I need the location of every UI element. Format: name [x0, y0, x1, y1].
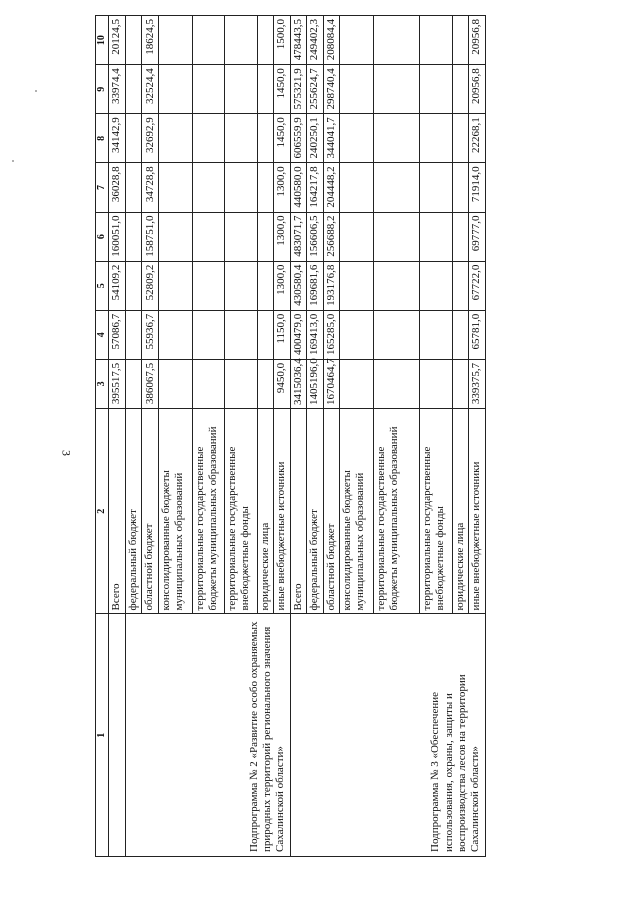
- value-cell: [453, 163, 469, 212]
- funding-source-cell: консолидированные бюджеты муниципальных образований: [340, 408, 374, 613]
- header-cell: 3: [96, 359, 109, 408]
- value-cell: [258, 65, 274, 114]
- value-cell: [125, 261, 141, 310]
- value-cell: [420, 212, 453, 261]
- value-cell: [125, 310, 141, 359]
- value-cell: 575321,9: [290, 65, 306, 114]
- value-cell: 160051,0: [109, 212, 125, 261]
- value-cell: 156606,5: [307, 212, 323, 261]
- value-cell: 20124,5: [109, 16, 125, 65]
- value-cell: [420, 359, 453, 408]
- value-cell: [420, 114, 453, 163]
- value-cell: [193, 310, 225, 359]
- funding-source-cell: территориальные государственные бюджеты муниципальных образований: [374, 408, 420, 613]
- value-cell: [374, 261, 420, 310]
- value-cell: [159, 310, 193, 359]
- value-cell: [225, 65, 258, 114]
- scan-speck: [12, 160, 14, 162]
- scan-speck: [35, 90, 37, 92]
- value-cell: [125, 163, 141, 212]
- funding-source-cell: федеральный бюджет: [307, 408, 323, 613]
- value-cell: [125, 359, 141, 408]
- table-row: [109, 16, 125, 857]
- funding-source-cell: иные внебюджетные источники: [469, 408, 485, 613]
- value-cell: [453, 261, 469, 310]
- header-cell: 10: [96, 16, 109, 65]
- value-cell: [420, 65, 453, 114]
- funding-source-cell: юридические лица: [453, 408, 469, 613]
- value-cell: 249402,3: [307, 16, 323, 65]
- value-cell: 440580,0: [290, 163, 306, 212]
- funding-source-cell: федеральный бюджет: [125, 408, 141, 613]
- value-cell: 71914,0: [469, 163, 485, 212]
- header-cell: 6: [96, 212, 109, 261]
- value-cell: [374, 359, 420, 408]
- header-cell: 9: [96, 65, 109, 114]
- value-cell: 165285,0: [323, 310, 339, 359]
- value-cell: [225, 261, 258, 310]
- value-cell: 67722,0: [469, 261, 485, 310]
- value-cell: [258, 261, 274, 310]
- value-cell: [125, 65, 141, 114]
- value-cell: [258, 310, 274, 359]
- value-cell: [340, 310, 374, 359]
- value-cell: 55936,7: [142, 310, 159, 359]
- funding-source-cell: юридические лица: [258, 408, 274, 613]
- value-cell: [159, 16, 193, 65]
- value-cell: 1670464,7: [323, 359, 339, 408]
- value-cell: [453, 310, 469, 359]
- value-cell: 1300,0: [274, 261, 290, 310]
- value-cell: 20956,8: [469, 16, 485, 65]
- table-body: [109, 16, 486, 857]
- value-cell: 255624,7: [307, 65, 323, 114]
- value-cell: 1300,0: [274, 163, 290, 212]
- value-cell: [340, 212, 374, 261]
- value-cell: [193, 16, 225, 65]
- value-cell: 256688,2: [323, 212, 339, 261]
- value-cell: [193, 212, 225, 261]
- value-cell: 22268,1: [469, 114, 485, 163]
- value-cell: 606559,9: [290, 114, 306, 163]
- value-cell: [420, 310, 453, 359]
- value-cell: [374, 212, 420, 261]
- budget-table: [95, 15, 486, 857]
- table-row: [125, 16, 141, 857]
- value-cell: 478443,5: [290, 16, 306, 65]
- value-cell: [159, 212, 193, 261]
- value-cell: 240250,1: [307, 114, 323, 163]
- header-cell: 1: [96, 614, 109, 857]
- funding-source-cell: областной бюджет: [323, 408, 339, 613]
- funding-source-cell: территориальные государственные внебюджетные фонды: [225, 408, 258, 613]
- value-cell: 1150,0: [274, 310, 290, 359]
- value-cell: [225, 114, 258, 163]
- value-cell: [193, 261, 225, 310]
- value-cell: 483071,7: [290, 212, 306, 261]
- value-cell: 400479,0: [290, 310, 306, 359]
- value-cell: 298740,4: [323, 65, 339, 114]
- value-cell: [193, 114, 225, 163]
- value-cell: [125, 114, 141, 163]
- rotated-table-container: [95, 15, 515, 857]
- value-cell: [258, 212, 274, 261]
- value-cell: [374, 16, 420, 65]
- value-cell: 1450,0: [274, 65, 290, 114]
- funding-source-cell: областной бюджет: [142, 408, 159, 613]
- value-cell: 430580,4: [290, 261, 306, 310]
- value-cell: 1405196,0: [307, 359, 323, 408]
- subprogram-2-title: Подпрограмма № 2 «Развитие особо охраняемых природных территорий регионального значения Сахалинской области»: [125, 614, 290, 857]
- value-cell: [340, 65, 374, 114]
- value-cell: 36028,8: [109, 163, 125, 212]
- value-cell: [159, 65, 193, 114]
- value-cell: [258, 163, 274, 212]
- value-cell: [340, 359, 374, 408]
- value-cell: [374, 65, 420, 114]
- page-number: 3: [59, 450, 74, 456]
- funding-source-cell: иные внебюджетные источники: [274, 408, 290, 613]
- value-cell: [125, 212, 141, 261]
- value-cell: [340, 163, 374, 212]
- funding-source-cell: Всего: [290, 408, 306, 613]
- value-cell: [225, 163, 258, 212]
- value-cell: [159, 359, 193, 408]
- value-cell: [258, 359, 274, 408]
- value-cell: [258, 114, 274, 163]
- value-cell: 32692,9: [142, 114, 159, 163]
- value-cell: [225, 16, 258, 65]
- value-cell: 69777,0: [469, 212, 485, 261]
- value-cell: 169413,0: [307, 310, 323, 359]
- header-cell: 7: [96, 163, 109, 212]
- value-cell: [340, 114, 374, 163]
- value-cell: [159, 163, 193, 212]
- value-cell: [374, 310, 420, 359]
- value-cell: 158751,0: [142, 212, 159, 261]
- value-cell: 344041,7: [323, 114, 339, 163]
- value-cell: [453, 114, 469, 163]
- subprogram-3-title: Подпрограмма № 3 «Обеспечение использования, охраны, защиты и воспроизводства лесов на территории Сахалинской области»: [290, 614, 485, 857]
- value-cell: [340, 261, 374, 310]
- value-cell: [420, 16, 453, 65]
- value-cell: [159, 261, 193, 310]
- value-cell: [420, 163, 453, 212]
- value-cell: 54109,2: [109, 261, 125, 310]
- header-cell: 5: [96, 261, 109, 310]
- value-cell: 32524,4: [142, 65, 159, 114]
- table-row: [290, 16, 306, 857]
- value-cell: [453, 65, 469, 114]
- value-cell: [453, 212, 469, 261]
- value-cell: [453, 359, 469, 408]
- value-cell: [225, 310, 258, 359]
- program-cell-empty: [109, 614, 125, 857]
- value-cell: 169681,6: [307, 261, 323, 310]
- header-cell: 2: [96, 408, 109, 613]
- value-cell: 34142,9: [109, 114, 125, 163]
- value-cell: [193, 359, 225, 408]
- value-cell: 1450,0: [274, 114, 290, 163]
- value-cell: [453, 16, 469, 65]
- value-cell: [125, 16, 141, 65]
- value-cell: [225, 212, 258, 261]
- value-cell: [225, 359, 258, 408]
- value-cell: [374, 163, 420, 212]
- value-cell: [374, 114, 420, 163]
- value-cell: 386067,5: [142, 359, 159, 408]
- value-cell: 395517,5: [109, 359, 125, 408]
- value-cell: [193, 163, 225, 212]
- value-cell: [193, 65, 225, 114]
- header-cell: 4: [96, 310, 109, 359]
- value-cell: [159, 114, 193, 163]
- value-cell: 339375,7: [469, 359, 485, 408]
- value-cell: 34728,8: [142, 163, 159, 212]
- value-cell: 208084,4: [323, 16, 339, 65]
- value-cell: 33974,4: [109, 65, 125, 114]
- funding-source-cell: территориальные государственные внебюджетные фонды: [420, 408, 453, 613]
- value-cell: 18624,5: [142, 16, 159, 65]
- value-cell: 57086,7: [109, 310, 125, 359]
- funding-source-cell: Всего: [109, 408, 125, 613]
- value-cell: 164217,8: [307, 163, 323, 212]
- funding-source-cell: консолидированные бюджеты муниципальных образований: [159, 408, 193, 613]
- funding-source-cell: территориальные государственные бюджеты муниципальных образований: [193, 408, 225, 613]
- header-row: [96, 16, 109, 857]
- value-cell: 20956,8: [469, 65, 485, 114]
- value-cell: 52809,2: [142, 261, 159, 310]
- value-cell: 65781,0: [469, 310, 485, 359]
- value-cell: 9450,0: [274, 359, 290, 408]
- value-cell: 193176,8: [323, 261, 339, 310]
- value-cell: [420, 261, 453, 310]
- value-cell: 204448,2: [323, 163, 339, 212]
- value-cell: [258, 16, 274, 65]
- value-cell: 1500,0: [274, 16, 290, 65]
- value-cell: 1300,0: [274, 212, 290, 261]
- header-cell: 8: [96, 114, 109, 163]
- value-cell: [340, 16, 374, 65]
- value-cell: 3415036,4: [290, 359, 306, 408]
